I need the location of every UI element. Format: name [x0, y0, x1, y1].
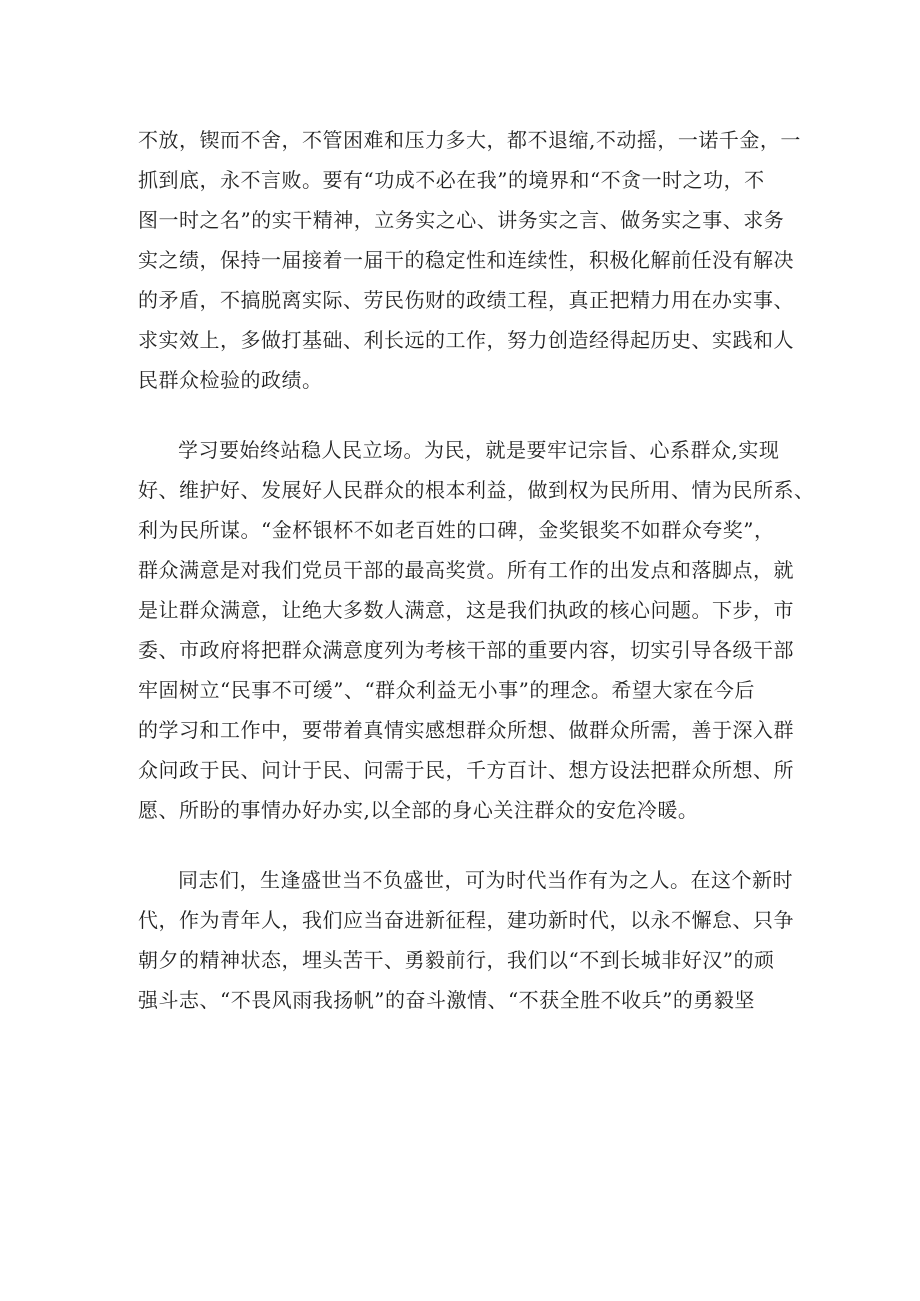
- text-line: 实之绩，保持一届接着一届干的稳定性和连续性，积极化解前任没有解决: [138, 248, 794, 272]
- text-line: 求实效上，多做打基础、利长远的工作，努力创造经得起历史、实践和人: [138, 328, 794, 352]
- text-line: 民群众检验的政绩。: [138, 368, 323, 392]
- text-line: 抓到底，永不言败。要有“功成不必在我”的境界和“不贪一时之功，不: [138, 168, 765, 192]
- text-line: 不放，锲而不舍，不管困难和压力多大，都不退缩,不动摇，一诺千金，一: [138, 128, 801, 152]
- text-line: 强斗志、“不畏风雨我扬帆”的奋斗激情、“不获全胜不收兵”的勇毅坚: [138, 988, 755, 1012]
- text-line: 的矛盾，不搞脱离实际、劳民伤财的政绩工程，真正把精力用在办实事、: [138, 288, 794, 312]
- text-line: 利为民所谋。“金杯银杯不如老百姓的口碑，金奖银奖不如群众夸奖”，: [138, 518, 775, 542]
- text-line: 愿、所盼的事情办好办实,以全部的身心关注群众的安危冷暖。: [138, 798, 699, 822]
- paragraph-3: [138, 860, 794, 1020]
- paragraph-1: [138, 120, 801, 400]
- text-line: 群众满意是对我们党员干部的最高奖赏。所有工作的出发点和落脚点，就: [138, 558, 794, 582]
- document-body: [138, 120, 815, 1020]
- text-line: 牢固树立“民事不可缓”、“群众利益无小事”的理念。希望大家在今后: [138, 678, 755, 702]
- text-line: 代，作为青年人，我们应当奋进新征程，建功新时代，以永不懈怠、只争: [138, 908, 794, 932]
- paragraph-2: [138, 430, 815, 830]
- text-line: 的学习和工作中，要带着真情实感想群众所想、做群众所需，善于深入群: [138, 718, 794, 742]
- text-line: 委、市政府将把群众满意度列为考核干部的重要内容，切实引导各级干部: [138, 638, 794, 662]
- text-line: 图一时之名”的实干精神，立务实之心、讲务实之言、做务实之事、求务: [138, 208, 785, 232]
- text-line-first: 学习要始终站稳人民立场。为民，就是要牢记宗旨、心系群众,实现: [178, 438, 780, 462]
- text-line: 好、维护好、发展好人民群众的根本利益，做到权为民所用、情为民所系、: [138, 478, 815, 502]
- text-line: 朝夕的精神状态，埋头苦干、勇毅前行，我们以“不到长城非好汉”的顽: [138, 948, 775, 972]
- text-line-first: 同志们，生逢盛世当不负盛世，可为时代当作有为之人。在这个新时: [178, 868, 793, 892]
- text-line: 是让群众满意，让绝大多数人满意，这是我们执政的核心问题。下步，市: [138, 598, 794, 622]
- text-line: 众问政于民、问计于民、问需于民，千方百计、想方设法把群众所想、所: [138, 758, 794, 782]
